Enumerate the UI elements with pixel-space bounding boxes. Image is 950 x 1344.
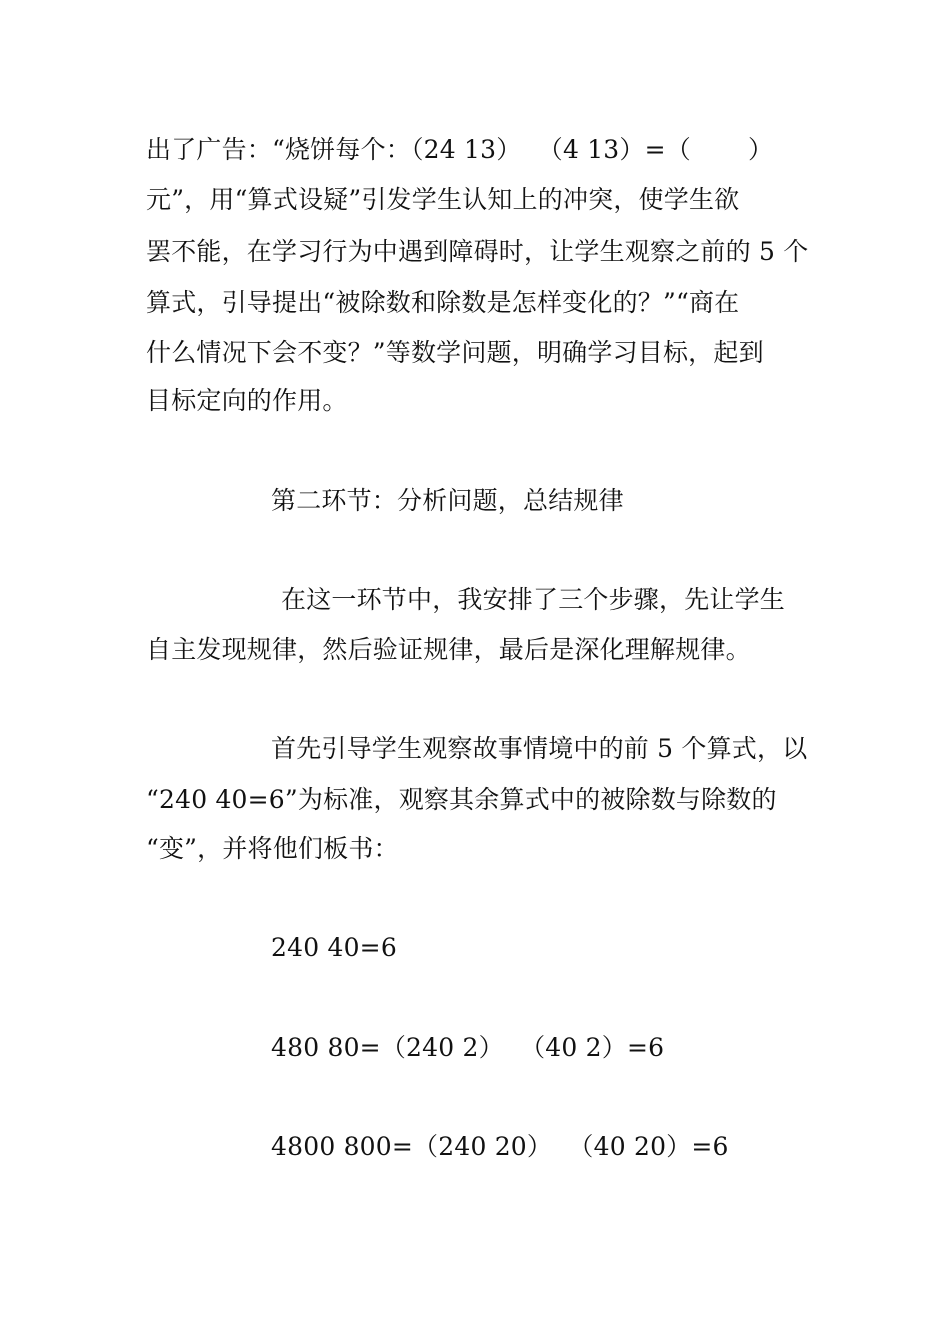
paragraph1-line-5: 什么情况下会不变？”等数学问题，明确学习目标，起到: [146, 338, 764, 367]
paragraph3-line-1: 首先引导学生观察故事情境中的前 5 个算式，以: [271, 734, 808, 763]
paragraph3-line-3: “变”，并将他们板书：: [146, 834, 399, 863]
equation-2: 480 80=（240 2） （40 2）=6: [271, 1033, 665, 1062]
paragraph1-line-6: 目标定向的作用。: [146, 386, 348, 415]
paragraph1-line-3: 罢不能，在学习行为中遇到障碍时，让学生观察之前的 5 个: [146, 237, 809, 266]
paragraph2-line-2: 自主发现规律，然后验证规律，最后是深化理解规律。: [146, 635, 751, 664]
equation-1: 240 40=6: [271, 933, 397, 962]
paragraph1-line-2: 元”，用“算式设疑”引发学生认知上的冲突，使学生欲: [146, 185, 740, 214]
paragraph1-line-4: 算式，引导提出“被除数和除数是怎样变化的？”“商在: [146, 288, 740, 317]
equation-3: 4800 800=（240 20） （40 20）=6: [271, 1132, 729, 1161]
paragraph3-line-2: “240 40=6”为标准，观察其余算式中的被除数与除数的: [146, 785, 777, 814]
section-heading: 第二环节：分析问题，总结规律: [271, 486, 624, 515]
paragraph2-line-1: 在这一环节中，我安排了三个步骤，先让学生: [281, 585, 786, 614]
paragraph1-line-1: 出了广告：“烧饼每个：（24 13） （4 13）=（ ）: [146, 135, 774, 164]
